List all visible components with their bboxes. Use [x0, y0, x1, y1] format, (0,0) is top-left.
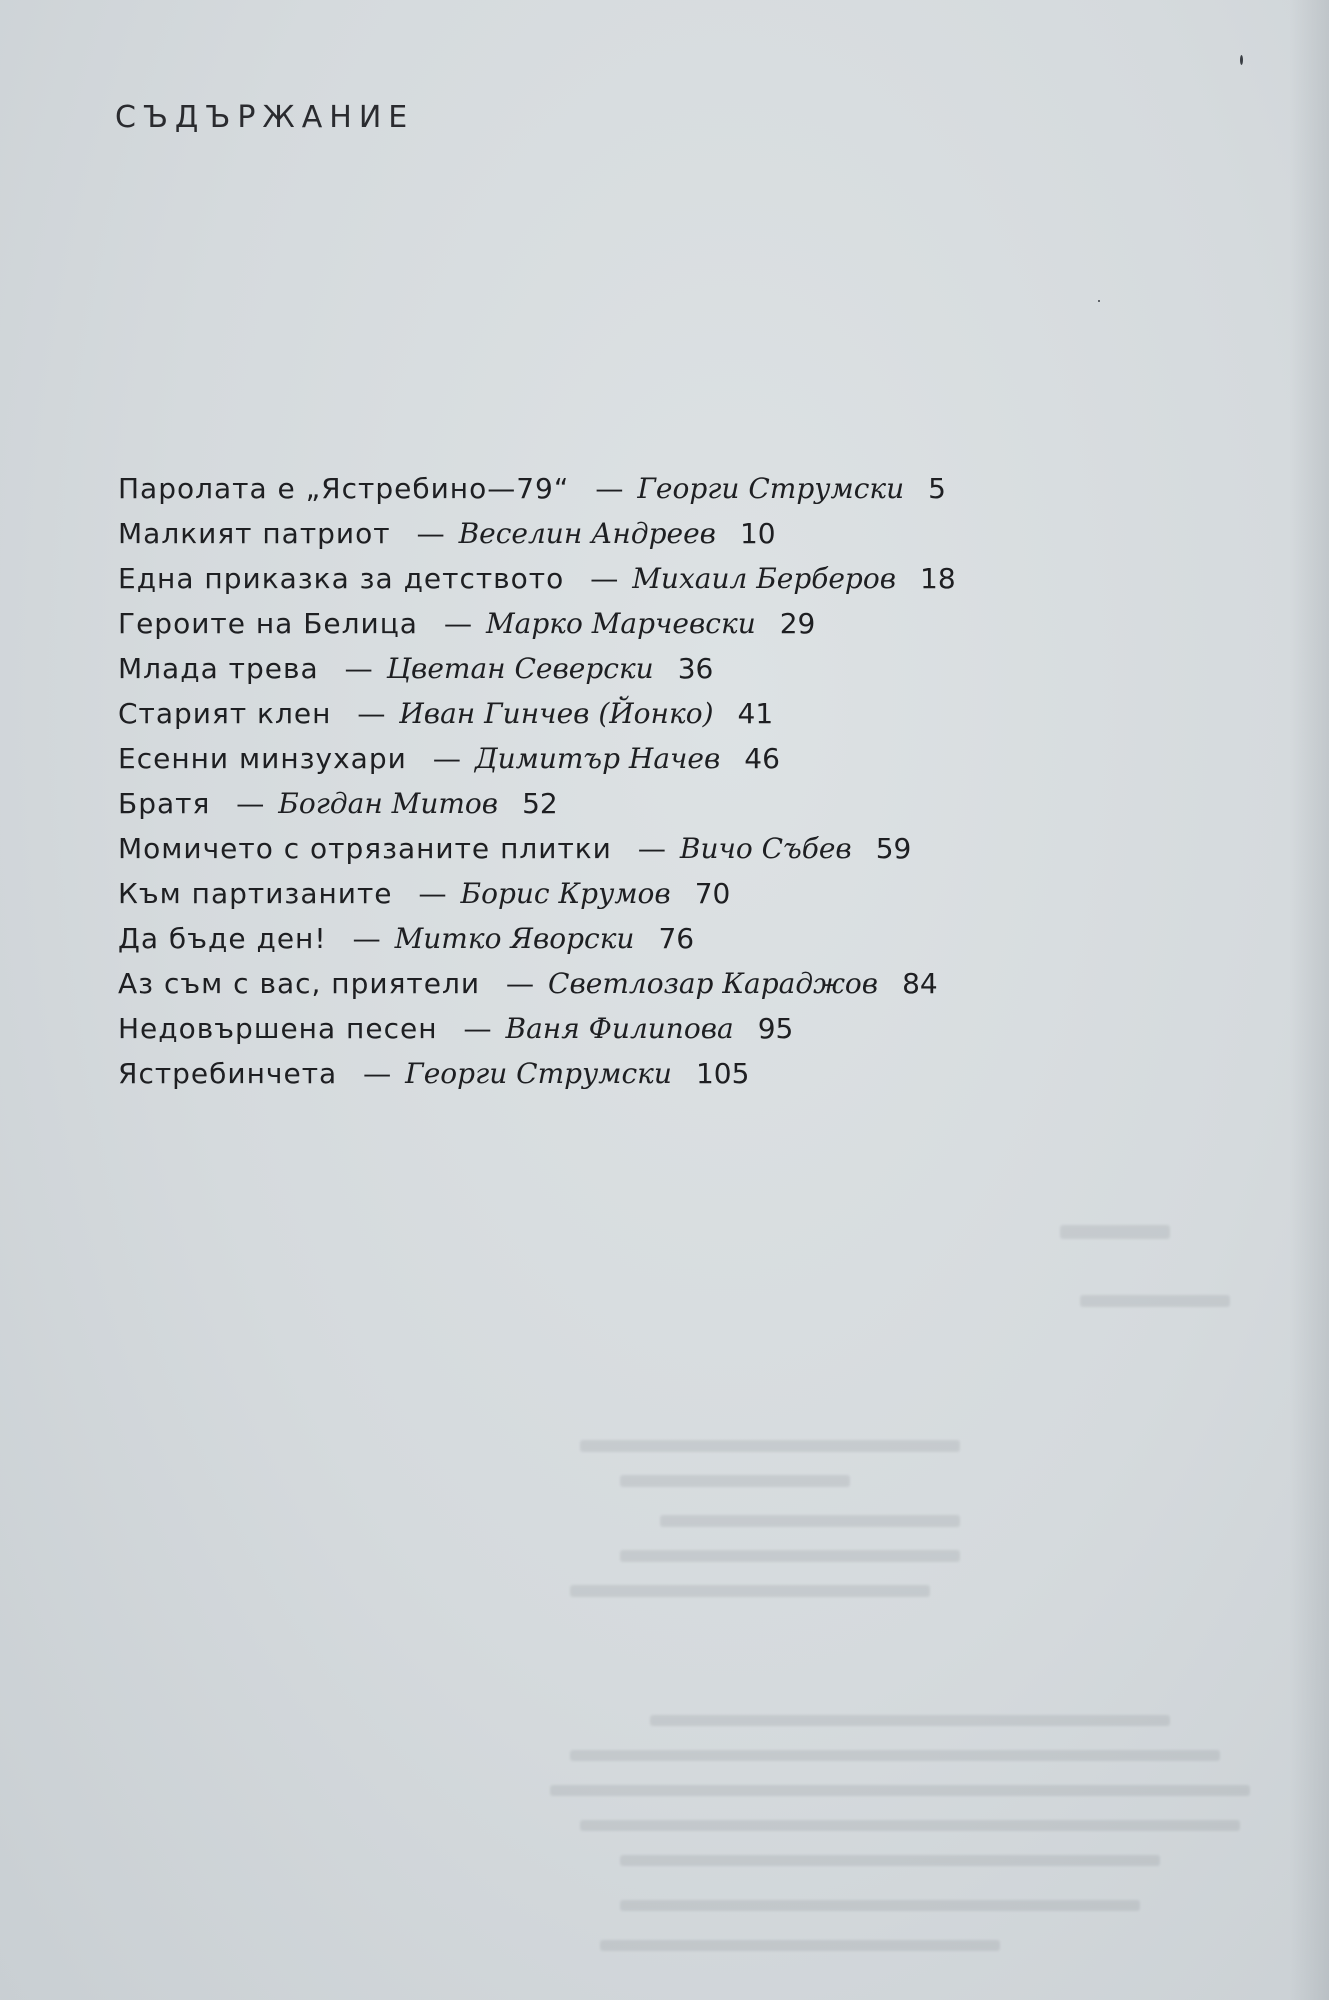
separator-dash: — — [352, 922, 381, 955]
work-title: Героите на Белица — [118, 607, 418, 640]
toc-entry — [118, 646, 1118, 691]
work-title: Старият клен — [118, 697, 332, 730]
author-name: Митко Яворски — [394, 922, 635, 955]
author-name: Марко Марчевски — [485, 607, 756, 640]
separator-dash: — — [357, 697, 386, 730]
toc-entry — [118, 961, 1118, 1006]
toc-entry — [118, 826, 1118, 871]
separator-dash: — — [363, 1057, 392, 1090]
author-name: Богдан Митов — [278, 787, 499, 820]
author-name: Цветан Северски — [386, 652, 654, 685]
author-name: Димитър Начев — [474, 742, 721, 775]
work-title: Паролата е „Ястребино—79“ — [118, 472, 570, 505]
separator-dash: — — [463, 1012, 492, 1045]
work-title: Братя — [118, 787, 211, 820]
toc-entry — [118, 511, 1118, 556]
page-number: 29 — [779, 607, 816, 640]
separator-dash: — — [416, 517, 445, 550]
page-edge-shadow — [1289, 0, 1329, 2000]
toc-entry — [118, 1006, 1118, 1051]
toc-entry — [118, 1051, 1118, 1096]
work-title: Недовършена песен — [118, 1012, 438, 1045]
separator-dash: — — [637, 832, 666, 865]
separator-dash: — — [418, 877, 447, 910]
page-number: 52 — [522, 787, 558, 820]
toc-entry — [118, 736, 1118, 781]
page-number: 105 — [695, 1057, 750, 1090]
author-name: Ваня Филипова — [505, 1012, 734, 1045]
toc-entry — [118, 601, 1118, 646]
bleed-through-texture — [320, 1210, 1280, 1990]
work-title: Млада трева — [118, 652, 319, 685]
author-name: Борис Крумов — [460, 877, 671, 910]
toc-entry — [118, 871, 1118, 916]
separator-dash: — — [236, 787, 265, 820]
page-title: СЪДЪРЖАНИЕ — [115, 100, 415, 135]
page-number: 5 — [928, 472, 946, 505]
toc-entry — [118, 916, 1118, 961]
work-title: Момичето с отрязаните плитки — [118, 832, 612, 865]
work-title: Ястребинчета — [118, 1057, 338, 1090]
separator-dash: — — [595, 472, 624, 505]
paper-speck — [1240, 55, 1243, 65]
author-name: Михаил Берберов — [632, 562, 897, 595]
page-number: 70 — [694, 877, 731, 910]
work-title: Една приказка за детството — [118, 562, 565, 595]
separator-dash: — — [506, 967, 535, 1000]
author-name: Вичо Събев — [679, 832, 852, 865]
page-number: 95 — [757, 1012, 794, 1045]
separator-dash: — — [443, 607, 472, 640]
page-number: 59 — [875, 832, 912, 865]
separator-dash: — — [344, 652, 373, 685]
paper-speck — [1098, 300, 1100, 302]
author-name: Веселин Андреев — [458, 517, 716, 550]
work-title: Към партизаните — [118, 877, 393, 910]
toc-entry — [118, 781, 1118, 826]
page-number: 18 — [920, 562, 956, 595]
separator-dash: — — [590, 562, 619, 595]
author-name: Георги Струмски — [637, 472, 905, 505]
page-number: 46 — [744, 742, 780, 775]
author-name: Иван Гинчев (Йонко) — [399, 697, 714, 730]
toc-entry — [118, 466, 1118, 511]
author-name: Светлозар Караджов — [548, 967, 879, 1000]
author-name: Георги Струмски — [405, 1057, 672, 1090]
work-title: Есенни минзухари — [118, 742, 407, 775]
separator-dash: — — [432, 742, 461, 775]
page-number: 10 — [739, 517, 776, 550]
page-number: 41 — [737, 697, 774, 730]
table-of-contents — [118, 466, 1118, 1096]
page-number: 76 — [658, 922, 695, 955]
toc-entry — [118, 691, 1118, 736]
work-title: Аз съм с вас, приятели — [118, 967, 481, 1000]
toc-entry — [118, 556, 1118, 601]
work-title: Да бъде ден! — [118, 922, 327, 955]
page-number: 36 — [677, 652, 714, 685]
page-number: 84 — [902, 967, 938, 1000]
work-title: Малкият патриот — [118, 517, 391, 550]
